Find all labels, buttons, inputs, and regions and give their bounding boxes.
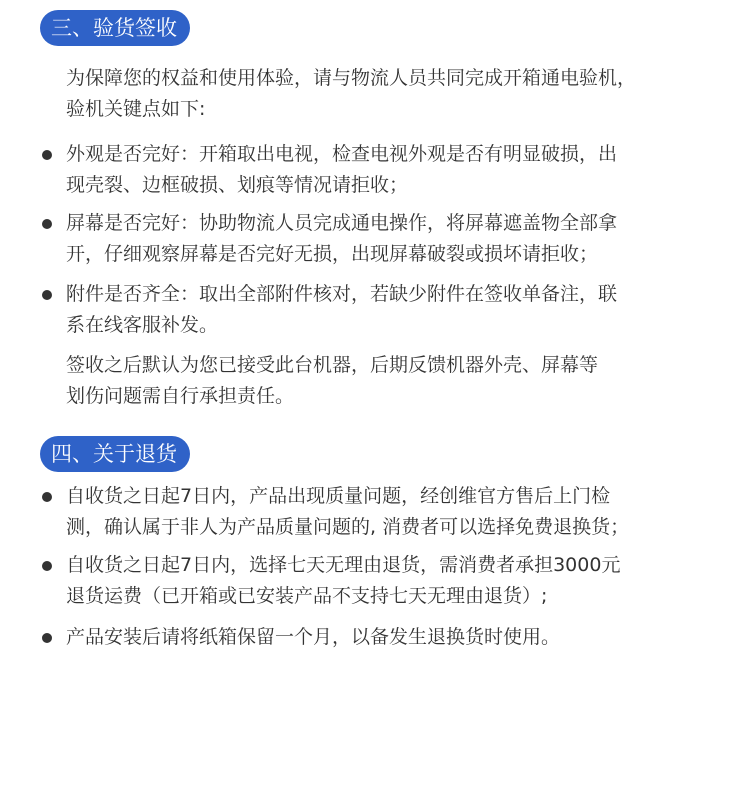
section-title-returns: 四、关于退货	[40, 436, 190, 472]
intro-paragraph	[66, 63, 706, 125]
intro-line: 为保障您的权益和使用体验，请与物流人员共同完成开箱通电验机，	[66, 67, 637, 89]
list-item-text: 自收货之日起7日内，选择七天无理由退货，需消费者承担3000元	[66, 554, 621, 576]
list-item-text: 系在线客服补发。	[66, 314, 219, 336]
list-item-text: 测，确认属于非人为产品质量问题的, 消费者可以选择免费退换货；	[66, 516, 630, 538]
list-item-text: 产品安装后请将纸箱保留一个月，以备发生退换货时使用。	[66, 626, 561, 648]
note-line: 划伤问题需自行承担责任。	[66, 385, 295, 407]
section-title-inspection: 三、验货签收	[40, 10, 190, 46]
list-item-text: 屏幕是否完好：协助物流人员完成通电操作，将屏幕遮盖物全部拿	[66, 212, 618, 234]
note-line: 签收之后默认为您已接受此台机器，后期反馈机器外壳、屏幕等	[66, 354, 599, 376]
bullet-dot-icon	[42, 561, 52, 571]
list-item-text: 外观是否完好：开箱取出电视，检查电视外观是否有明显破损，出	[66, 143, 618, 165]
list-item	[42, 622, 682, 653]
list-item	[42, 481, 682, 543]
list-item	[42, 208, 682, 270]
list-item	[42, 139, 682, 201]
intro-line: 验机关键点如下:	[66, 98, 206, 120]
list-item	[42, 279, 682, 341]
list-item-text: 开，仔细观察屏幕是否完好无损，出现屏幕破裂或损坏请拒收；	[66, 243, 599, 265]
bullet-dot-icon	[42, 219, 52, 229]
bullet-dot-icon	[42, 633, 52, 643]
list-item-text: 退货运费（已开箱或已安装产品不支持七天无理由退货）;	[66, 585, 548, 607]
bullet-dot-icon	[42, 492, 52, 502]
list-item-text: 附件是否齐全：取出全部附件核对，若缺少附件在签收单备注，联	[66, 283, 618, 305]
list-item	[42, 550, 682, 612]
list-item-text: 自收货之日起7日内，产品出现质量问题，经创维官方售后上门检	[66, 485, 611, 507]
bullet-dot-icon	[42, 150, 52, 160]
bullet-dot-icon	[42, 290, 52, 300]
note-paragraph	[66, 350, 706, 412]
list-item-text: 现壳裂、边框破损、划痕等情况请拒收；	[66, 174, 409, 196]
